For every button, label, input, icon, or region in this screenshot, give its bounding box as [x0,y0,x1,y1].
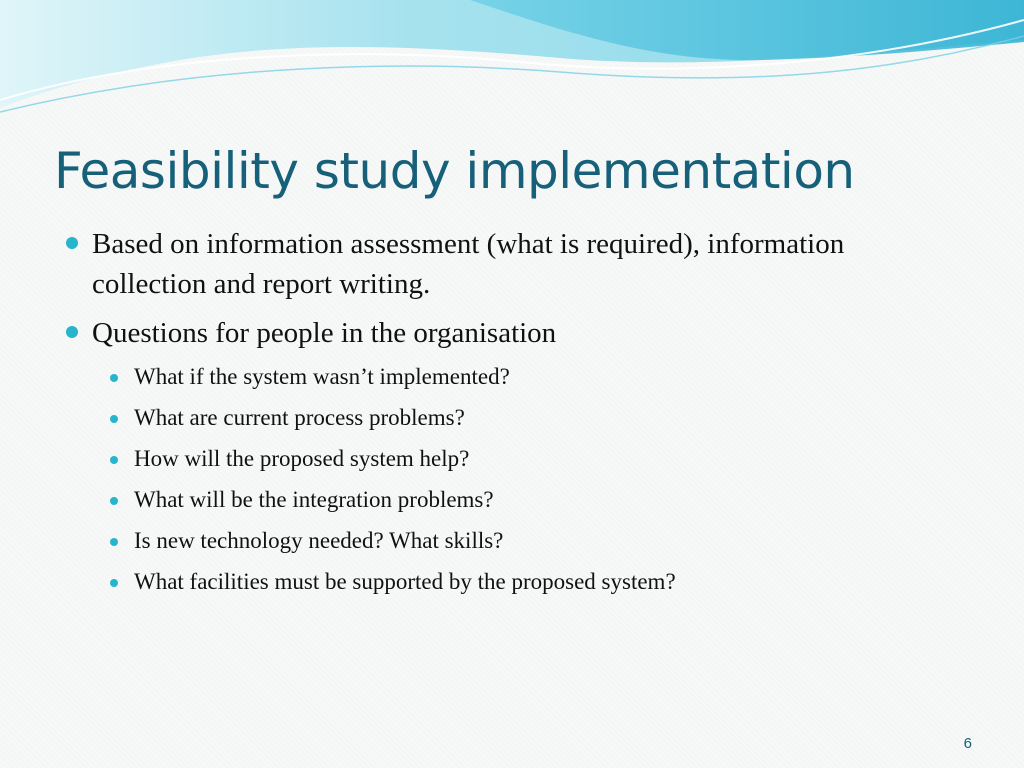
sub-bullet-dot-icon [110,497,118,505]
sub-bullet-item [66,403,926,432]
sub-bullet-text: What if the system wasn’t implemented? [134,364,510,389]
sub-bullet-text: How will the proposed system help? [134,446,470,471]
bullet-list [66,224,926,608]
sub-bullet-item [66,362,926,391]
bullet-text: Based on information assessment (what is required), information collection and report writing. [92,228,845,300]
sub-bullet-dot-icon [110,456,118,464]
sub-bullet-text: What are current process problems? [134,405,465,430]
sub-bullet-item [66,526,926,555]
sub-bullet-item [66,444,926,473]
header-wave-decoration [0,0,1024,130]
sub-bullet-text: What will be the integration problems? [134,487,494,512]
sub-bullet-dot-icon [110,374,118,382]
bullet-text: Questions for people in the organisation [92,317,557,349]
sub-bullet-item [66,567,926,596]
sub-bullet-list [66,362,926,596]
sub-bullet-text: What facilities must be supported by the proposed system? [134,569,676,594]
sub-bullet-text: Is new technology needed? What skills? [134,528,504,553]
bullet-item [66,224,926,304]
slide-title: Feasibility study implementation [54,142,855,200]
bullet-dot-icon [66,237,78,249]
page-number: 6 [963,735,972,752]
sub-bullet-dot-icon [110,538,118,546]
bullet-dot-icon [66,326,78,338]
sub-bullet-dot-icon [110,579,118,587]
sub-bullet-item [66,485,926,514]
sub-bullet-dot-icon [110,415,118,423]
bullet-item [66,313,926,353]
